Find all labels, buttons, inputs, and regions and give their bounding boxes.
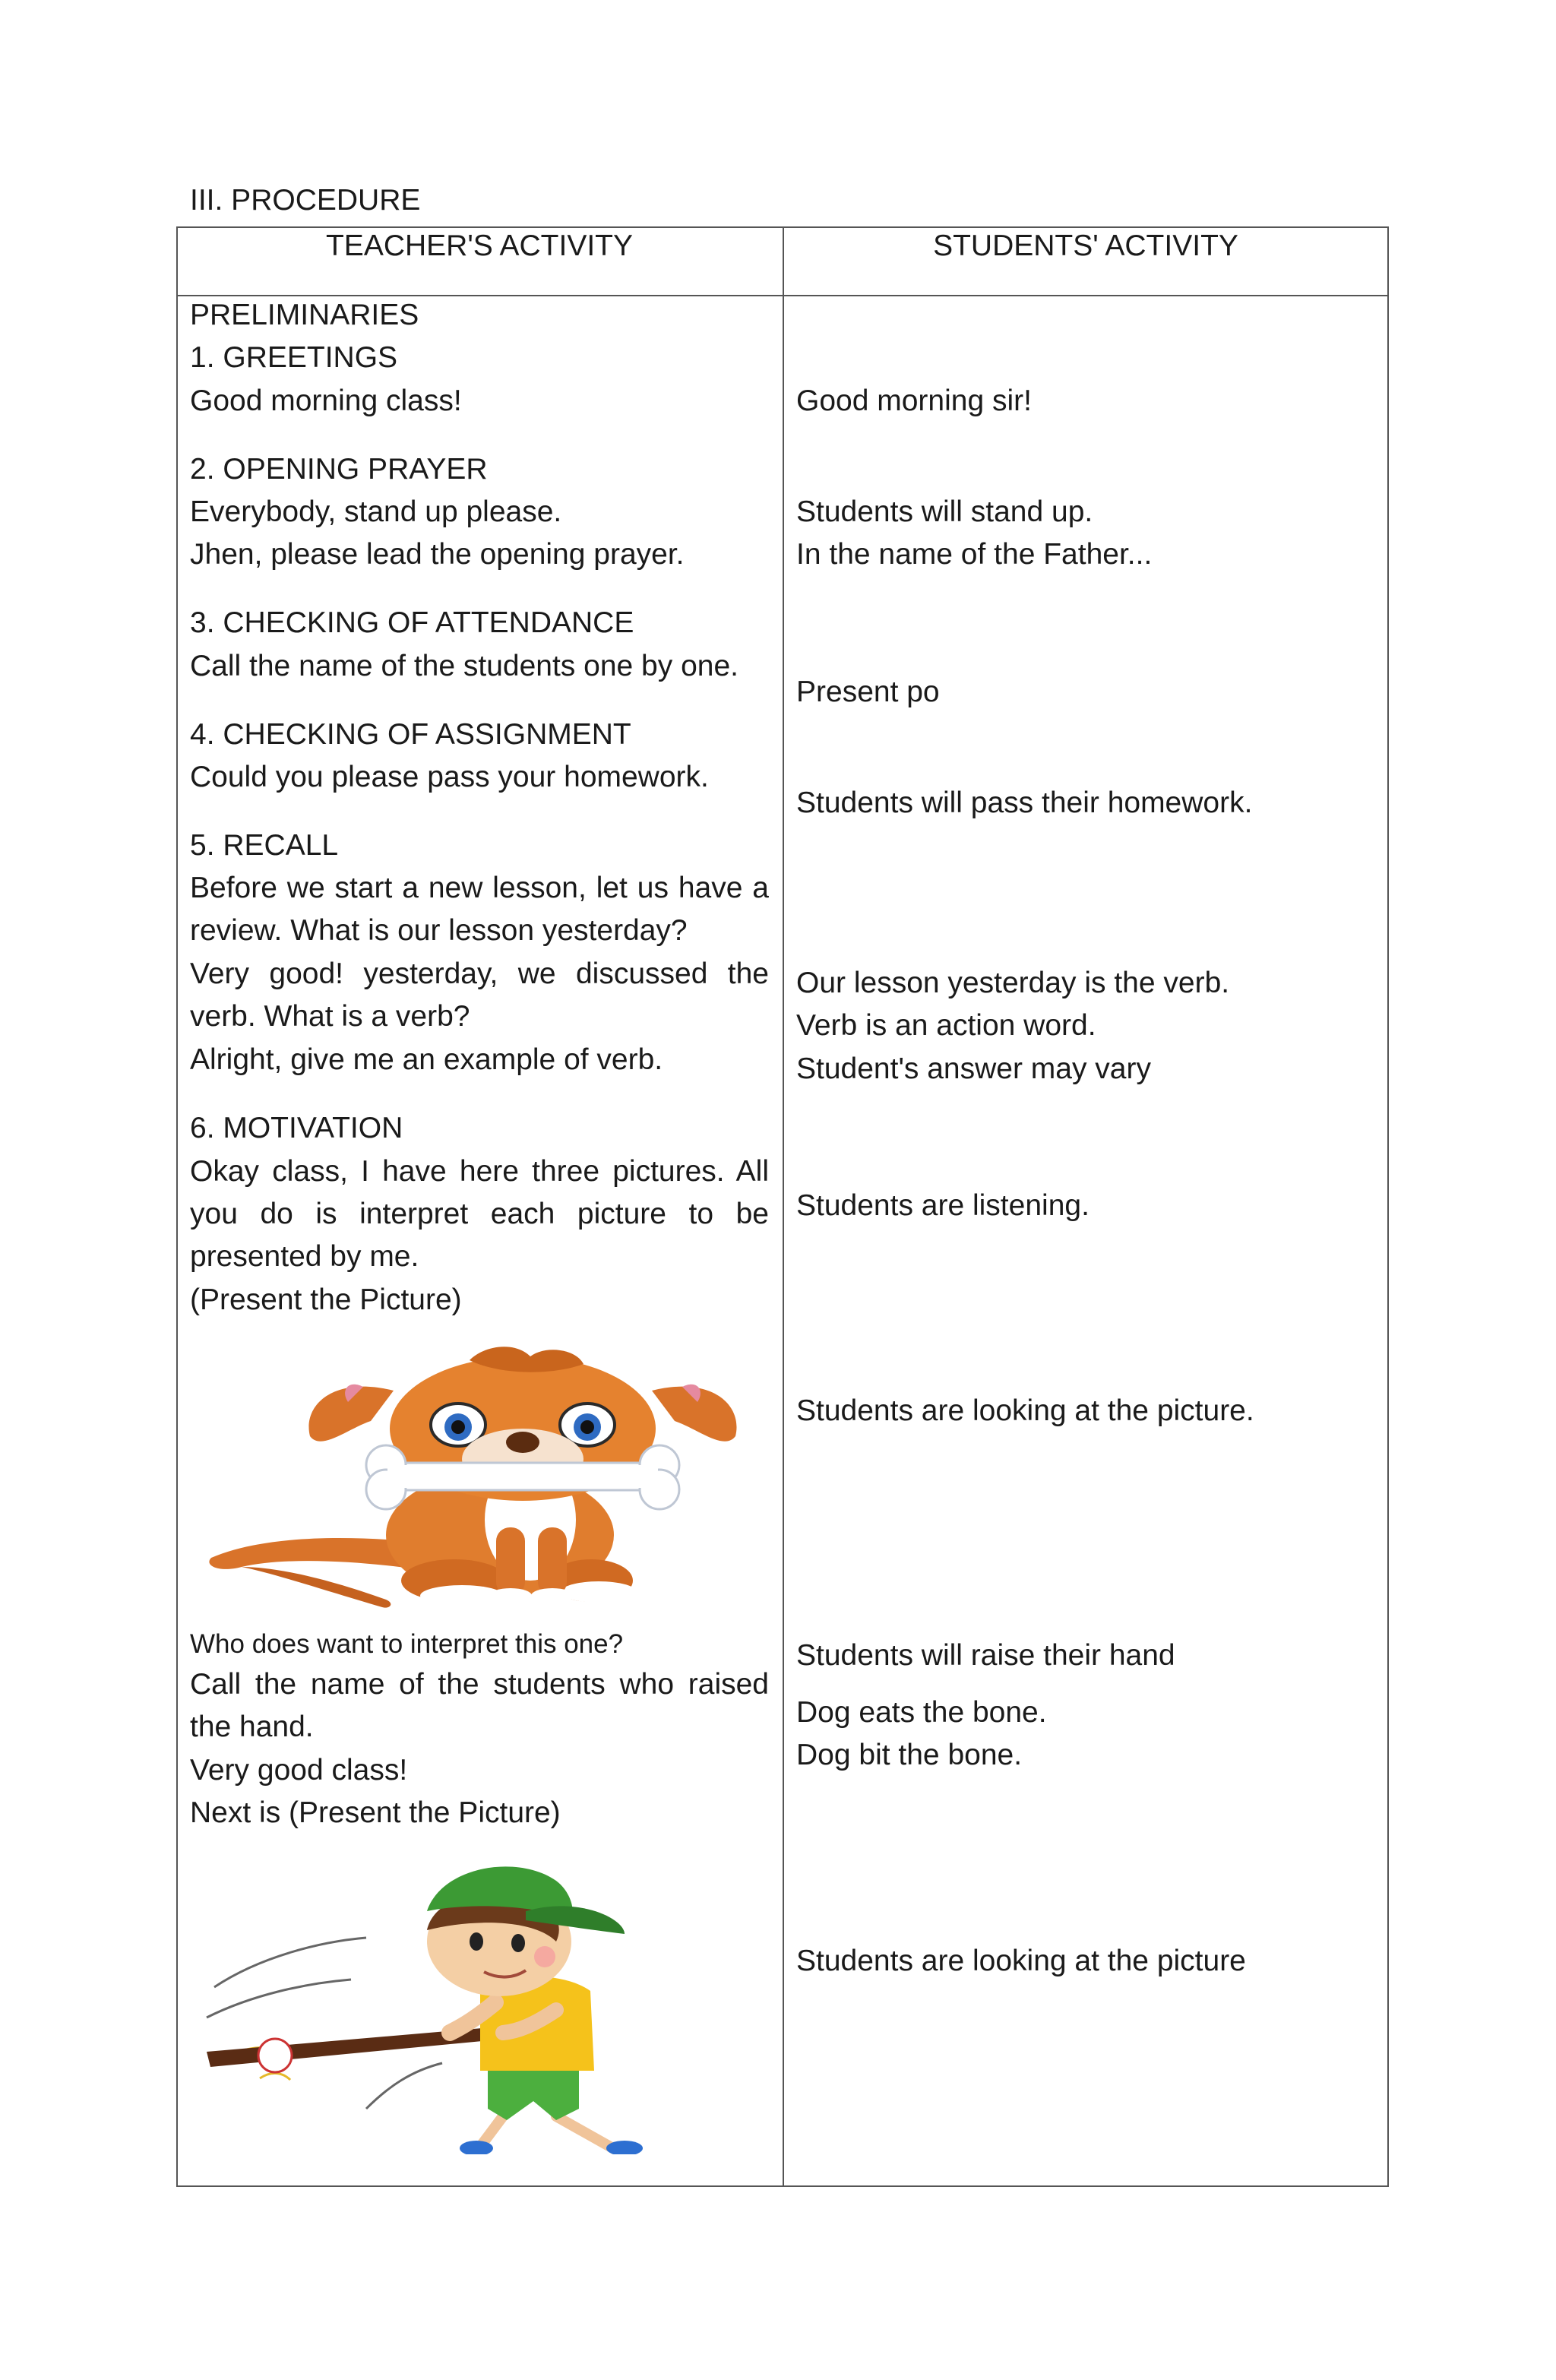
attendance-line: Call the name of the students one by one. — [190, 650, 738, 682]
boy-swinging-bat-picture — [199, 1858, 754, 2154]
next-picture-line: Next is (Present the Picture) — [190, 1796, 561, 1829]
students-activity-header: STUDENTS' ACTIVITY — [933, 229, 1238, 262]
dog-with-bone-picture — [196, 1345, 751, 1611]
motivation-paragraph: Okay class, I have here three pictures. All you do is interpret each picture to be presented by me. — [190, 1155, 769, 1273]
recall-title: 5. RECALL — [190, 829, 339, 862]
looking-picture-2: Students are looking at the picture — [796, 1945, 1246, 1977]
present-reply: Present po — [796, 676, 940, 708]
verb-answer: Verb is an action word. — [796, 1009, 1096, 1042]
motivation-title: 6. MOTIVATION — [190, 1112, 403, 1144]
recall-line-3: Alright, give me an example of verb. — [190, 1043, 663, 1076]
prayer-reply: In the name of the Father... — [796, 538, 1153, 571]
answers-vary: Student's answer may vary — [796, 1052, 1151, 1085]
raise-hand-reply: Students will raise their hand — [796, 1639, 1175, 1672]
attendance-title: 3. CHECKING OF ATTENDANCE — [190, 606, 634, 639]
assignment-title: 4. CHECKING OF ASSIGNMENT — [190, 718, 631, 751]
dog-bit-answer: Dog bit the bone. — [796, 1739, 1023, 1771]
stand-up-reply: Students will stand up. — [796, 495, 1093, 528]
prayer-line-2: Jhen, please lead the opening prayer. — [190, 538, 685, 571]
greeting-reply: Good morning sir! — [796, 385, 1032, 417]
preliminaries-title: PRELIMINARIES — [190, 299, 419, 331]
present-picture-line: (Present the Picture) — [190, 1283, 462, 1316]
prayer-title: 2. OPENING PRAYER — [190, 453, 488, 486]
lesson-answer: Our lesson yesterday is the verb. — [796, 967, 1230, 999]
column-divider — [783, 226, 784, 2187]
listening-reply: Students are listening. — [796, 1189, 1090, 1222]
dog-eats-answer: Dog eats the bone. — [796, 1696, 1047, 1729]
looking-picture-1: Students are looking at the picture. — [796, 1394, 1254, 1427]
teacher-activity-header: TEACHER'S ACTIVITY — [325, 229, 633, 262]
recall-paragraph-2: Very good! yesterday, we discussed the verb. What is a verb? — [190, 957, 769, 1033]
pass-homework-reply: Students will pass their homework. — [796, 786, 1253, 819]
interpret-question: Who does want to interpret this one? — [190, 1629, 624, 1659]
recall-paragraph-1: Before we start a new lesson, let us have a review. What is our lesson yesterday? — [190, 872, 769, 947]
section-heading: III. PROCEDURE — [190, 184, 421, 217]
assignment-line: Could you please pass your homework. — [190, 761, 709, 793]
call-students-paragraph: Call the name of the students who raised the hand. — [190, 1668, 769, 1743]
greetings-line: Good morning class! — [190, 385, 462, 417]
greetings-title: 1. GREETINGS — [190, 341, 398, 374]
prayer-line-1: Everybody, stand up please. — [190, 495, 562, 528]
very-good-line: Very good class! — [190, 1754, 408, 1787]
